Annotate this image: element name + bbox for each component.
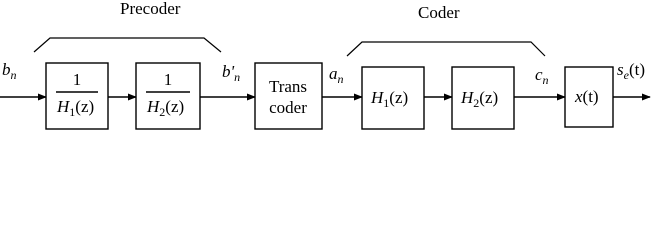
inv-h1-denominator: $H_1(z)$ bbox=[57, 97, 95, 119]
inv-h2-numerator: 1 bbox=[163, 70, 173, 89]
signal-cn: $c_n$ bbox=[535, 65, 549, 87]
signal-bn: $b_n$ bbox=[2, 60, 17, 82]
xt-label: x(t) bbox=[575, 87, 599, 106]
inv-h1-numerator: 1 bbox=[72, 70, 82, 89]
coder-bracket bbox=[347, 42, 545, 56]
signal-an: $a_n$ bbox=[329, 64, 344, 86]
block-transcoder bbox=[255, 63, 322, 129]
inv-h2-denominator: $H_2(z)$ bbox=[147, 97, 185, 119]
signal-bprime-n: $b'_n$ bbox=[222, 62, 241, 84]
h2-label: $H_2(z)$ bbox=[461, 88, 499, 110]
transcoder-line2: coder bbox=[269, 98, 307, 117]
precoder-bracket bbox=[34, 38, 221, 52]
coder-label: Coder bbox=[418, 3, 460, 22]
signal-se-t: $s_e(t)$ bbox=[617, 60, 645, 82]
h1-label: $H_1(z)$ bbox=[371, 88, 409, 110]
precoder-label: Precoder bbox=[120, 0, 181, 18]
transcoder-line1: Trans bbox=[268, 77, 308, 96]
